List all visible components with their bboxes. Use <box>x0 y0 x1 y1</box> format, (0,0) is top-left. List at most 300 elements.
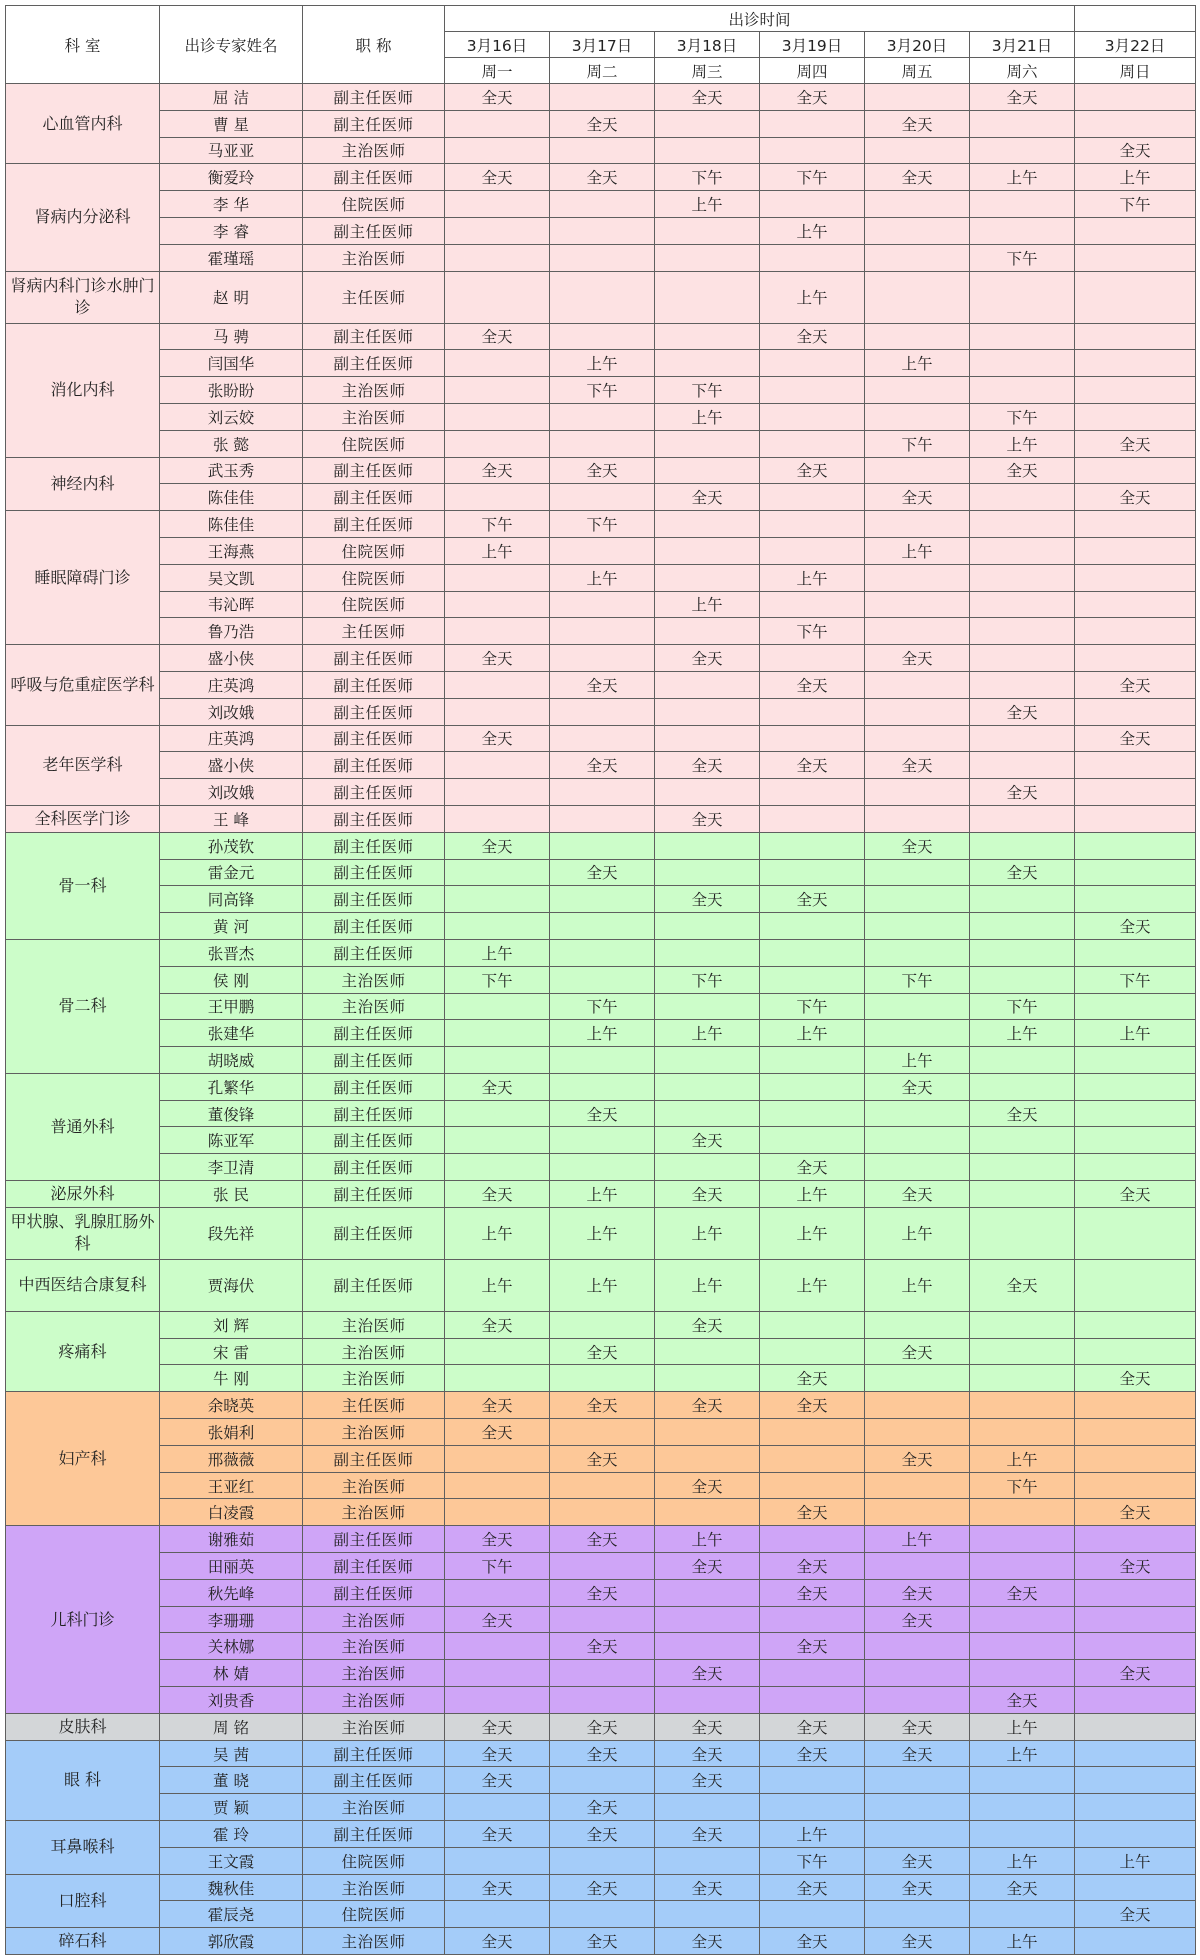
schedule-cell <box>445 1794 550 1821</box>
schedule-cell <box>445 1499 550 1526</box>
doctor-name-cell: 武玉秀 <box>160 457 303 484</box>
table-row <box>6 1181 1196 1208</box>
table-row <box>6 1526 1196 1553</box>
schedule-cell <box>445 1472 550 1499</box>
doctor-title-cell: 住院医师 <box>303 537 445 564</box>
doctor-title-cell: 副主任医师 <box>303 1553 445 1580</box>
schedule-cell <box>865 805 970 832</box>
doctor-title-cell: 副主任医师 <box>303 725 445 752</box>
schedule-cell <box>655 271 760 323</box>
doctor-title-cell: 副主任医师 <box>303 805 445 832</box>
schedule-cell <box>865 698 970 725</box>
table-row <box>6 1445 1196 1472</box>
schedule-cell: 上午 <box>760 217 865 244</box>
schedule-cell: 全天 <box>865 1338 970 1365</box>
schedule-cell <box>970 1553 1075 1580</box>
schedule-cell <box>970 1767 1075 1794</box>
schedule-cell <box>760 484 865 511</box>
doctor-title-cell: 副主任医师 <box>303 779 445 806</box>
schedule-cell: 下午 <box>655 377 760 404</box>
doctor-title-cell: 主治医师 <box>303 993 445 1020</box>
schedule-cell: 全天 <box>760 1874 865 1901</box>
table-row <box>6 1713 1196 1740</box>
schedule-cell <box>655 244 760 271</box>
header-date: 3月18日 <box>655 32 760 58</box>
schedule-cell <box>655 1606 760 1633</box>
schedule-cell: 全天 <box>550 1713 655 1740</box>
schedule-cell: 下午 <box>760 993 865 1020</box>
schedule-cell <box>865 1633 970 1660</box>
doctor-title-cell: 住院医师 <box>303 191 445 218</box>
doctor-name-cell: 孔繁华 <box>160 1073 303 1100</box>
schedule-cell <box>655 1365 760 1392</box>
schedule-cell <box>760 430 865 457</box>
table-row <box>6 886 1196 913</box>
doctor-title-cell: 副主任医师 <box>303 1073 445 1100</box>
schedule-cell <box>865 1127 970 1154</box>
schedule-cell: 全天 <box>445 1181 550 1208</box>
schedule-cell <box>865 1687 970 1714</box>
department-cell: 疼痛科 <box>6 1311 160 1391</box>
schedule-cell <box>865 1821 970 1848</box>
schedule-cell <box>1075 457 1196 484</box>
doctor-title-cell: 副主任医师 <box>303 1020 445 1047</box>
schedule-cell: 上午 <box>655 1526 760 1553</box>
schedule-cell <box>865 564 970 591</box>
schedule-cell <box>550 725 655 752</box>
schedule-cell <box>1075 564 1196 591</box>
schedule-cell: 全天 <box>1075 1365 1196 1392</box>
schedule-cell <box>865 377 970 404</box>
schedule-cell <box>970 191 1075 218</box>
schedule-cell <box>1075 1445 1196 1472</box>
schedule-cell: 全天 <box>865 1579 970 1606</box>
schedule-cell <box>1075 1472 1196 1499</box>
doctor-name-cell: 董 晓 <box>160 1767 303 1794</box>
doctor-name-cell: 秋先峰 <box>160 1579 303 1606</box>
table-row <box>6 779 1196 806</box>
header-title: 职 称 <box>303 6 445 84</box>
schedule-cell: 全天 <box>865 1928 970 1955</box>
table-row <box>6 1311 1196 1338</box>
schedule-cell <box>865 1660 970 1687</box>
schedule-cell: 全天 <box>445 1740 550 1767</box>
schedule-cell <box>550 484 655 511</box>
schedule-cell: 全天 <box>970 1874 1075 1901</box>
schedule-cell <box>550 939 655 966</box>
department-cell: 皮肤科 <box>6 1713 160 1740</box>
schedule-cell <box>445 618 550 645</box>
schedule-cell: 全天 <box>445 1874 550 1901</box>
schedule-cell: 全天 <box>760 457 865 484</box>
schedule-cell: 全天 <box>550 1445 655 1472</box>
doctor-title-cell: 副主任医师 <box>303 671 445 698</box>
schedule-cell <box>445 779 550 806</box>
schedule-cell: 全天 <box>445 1526 550 1553</box>
schedule-cell <box>865 1100 970 1127</box>
schedule-cell: 全天 <box>445 1606 550 1633</box>
schedule-cell <box>655 725 760 752</box>
doctor-name-cell: 侯 刚 <box>160 966 303 993</box>
department-cell: 神经内科 <box>6 457 160 511</box>
doctor-name-cell: 李 华 <box>160 191 303 218</box>
schedule-cell <box>970 1821 1075 1848</box>
schedule-cell: 全天 <box>970 457 1075 484</box>
table-row <box>6 1794 1196 1821</box>
schedule-cell <box>1075 1767 1196 1794</box>
doctor-name-cell: 关林娜 <box>160 1633 303 1660</box>
doctor-name-cell: 林 婧 <box>160 1660 303 1687</box>
schedule-cell: 全天 <box>970 1579 1075 1606</box>
schedule-cell: 全天 <box>445 1311 550 1338</box>
doctor-title-cell: 副主任医师 <box>303 1821 445 1848</box>
schedule-cell <box>970 966 1075 993</box>
schedule-cell: 全天 <box>1075 671 1196 698</box>
table-row <box>6 913 1196 940</box>
schedule-cell <box>655 1579 760 1606</box>
doctor-name-cell: 余晓英 <box>160 1392 303 1419</box>
schedule-cell <box>970 1181 1075 1208</box>
doctor-title-cell: 主治医师 <box>303 1687 445 1714</box>
schedule-cell <box>865 1553 970 1580</box>
schedule-cell <box>1075 1259 1196 1311</box>
table-row <box>6 511 1196 538</box>
schedule-cell <box>865 939 970 966</box>
schedule-cell <box>1075 1687 1196 1714</box>
doctor-name-cell: 张晋杰 <box>160 939 303 966</box>
doctor-name-cell: 刘贵香 <box>160 1687 303 1714</box>
schedule-cell <box>760 537 865 564</box>
department-cell: 心血管内科 <box>6 84 160 164</box>
schedule-cell <box>550 645 655 672</box>
schedule-cell: 上午 <box>550 564 655 591</box>
table-row <box>6 698 1196 725</box>
schedule-cell <box>655 137 760 164</box>
schedule-cell <box>1075 1073 1196 1100</box>
schedule-cell <box>445 1633 550 1660</box>
schedule-cell: 全天 <box>970 1100 1075 1127</box>
schedule-cell <box>970 1207 1075 1259</box>
department-cell: 肾病内分泌科 <box>6 164 160 271</box>
doctor-title-cell: 副主任医师 <box>303 110 445 137</box>
schedule-cell <box>760 110 865 137</box>
schedule-cell: 下午 <box>550 511 655 538</box>
schedule-cell: 下午 <box>445 1553 550 1580</box>
schedule-cell <box>445 271 550 323</box>
schedule-cell <box>655 1154 760 1181</box>
department-cell: 眼 科 <box>6 1740 160 1820</box>
schedule-cell <box>550 1687 655 1714</box>
schedule-cell <box>445 1445 550 1472</box>
doctor-name-cell: 庄英鸿 <box>160 671 303 698</box>
schedule-cell: 全天 <box>1075 484 1196 511</box>
schedule-cell <box>550 1553 655 1580</box>
doctor-name-cell: 黄 河 <box>160 913 303 940</box>
schedule-cell <box>550 1767 655 1794</box>
schedule-cell <box>760 1445 865 1472</box>
schedule-cell: 全天 <box>655 1767 760 1794</box>
schedule-cell: 上午 <box>865 1259 970 1311</box>
schedule-cell <box>1075 752 1196 779</box>
schedule-cell <box>865 191 970 218</box>
schedule-cell <box>550 403 655 430</box>
schedule-cell: 下午 <box>1075 191 1196 218</box>
schedule-cell: 全天 <box>550 1821 655 1848</box>
doctor-title-cell: 副主任医师 <box>303 859 445 886</box>
table-row <box>6 618 1196 645</box>
schedule-cell <box>655 618 760 645</box>
schedule-cell: 全天 <box>760 1740 865 1767</box>
schedule-cell: 上午 <box>865 350 970 377</box>
schedule-cell <box>970 1794 1075 1821</box>
schedule-cell: 上午 <box>760 271 865 323</box>
schedule-cell: 下午 <box>865 430 970 457</box>
schedule-cell <box>760 191 865 218</box>
doctor-name-cell: 张 民 <box>160 1181 303 1208</box>
schedule-cell: 上午 <box>970 1713 1075 1740</box>
schedule-cell <box>550 618 655 645</box>
schedule-cell <box>970 1901 1075 1928</box>
table-row <box>6 645 1196 672</box>
schedule-cell <box>445 1127 550 1154</box>
table-row <box>6 1419 1196 1446</box>
doctor-name-cell: 谢雅茹 <box>160 1526 303 1553</box>
schedule-cell <box>655 1047 760 1074</box>
schedule-cell: 上午 <box>760 564 865 591</box>
schedule-cell: 全天 <box>550 1794 655 1821</box>
schedule-cell: 下午 <box>760 1847 865 1874</box>
table-row <box>6 1660 1196 1687</box>
schedule-cell <box>445 1338 550 1365</box>
doctor-title-cell: 副主任医师 <box>303 832 445 859</box>
department-cell: 妇产科 <box>6 1392 160 1526</box>
department-cell: 骨一科 <box>6 832 160 939</box>
schedule-cell <box>865 217 970 244</box>
schedule-cell: 下午 <box>970 1472 1075 1499</box>
schedule-cell <box>655 217 760 244</box>
doctor-title-cell: 副主任医师 <box>303 457 445 484</box>
schedule-cell: 全天 <box>445 1419 550 1446</box>
doctor-name-cell: 盛小侠 <box>160 645 303 672</box>
schedule-cell: 全天 <box>760 1553 865 1580</box>
table-row <box>6 832 1196 859</box>
schedule-cell <box>865 1794 970 1821</box>
table-row <box>6 137 1196 164</box>
table-row <box>6 1392 1196 1419</box>
schedule-cell <box>970 110 1075 137</box>
schedule-cell <box>550 1127 655 1154</box>
schedule-cell: 下午 <box>970 403 1075 430</box>
schedule-cell <box>655 939 760 966</box>
schedule-cell: 全天 <box>760 323 865 350</box>
doctor-title-cell: 副主任医师 <box>303 913 445 940</box>
schedule-cell <box>1075 377 1196 404</box>
schedule-cell <box>1075 645 1196 672</box>
schedule-cell <box>550 271 655 323</box>
schedule-cell: 全天 <box>550 1928 655 1955</box>
schedule-cell <box>550 1847 655 1874</box>
schedule-cell <box>445 137 550 164</box>
schedule-cell: 全天 <box>970 698 1075 725</box>
schedule-cell <box>1075 323 1196 350</box>
schedule-cell <box>970 1154 1075 1181</box>
schedule-cell: 全天 <box>655 805 760 832</box>
schedule-cell <box>655 1100 760 1127</box>
schedule-cell: 全天 <box>760 84 865 111</box>
schedule-cell: 上午 <box>865 1047 970 1074</box>
doctor-name-cell: 白凌霞 <box>160 1499 303 1526</box>
schedule-cell: 全天 <box>445 645 550 672</box>
doctor-name-cell: 张盼盼 <box>160 377 303 404</box>
schedule-cell: 全天 <box>865 1847 970 1874</box>
doctor-title-cell: 主治医师 <box>303 1928 445 1955</box>
doctor-name-cell: 马亚亚 <box>160 137 303 164</box>
schedule-cell <box>865 137 970 164</box>
schedule-cell <box>445 1020 550 1047</box>
schedule-cell <box>445 886 550 913</box>
schedule-cell <box>1075 698 1196 725</box>
doctor-name-cell: 韦沁晖 <box>160 591 303 618</box>
header-date: 3月16日 <box>445 32 550 58</box>
doctor-name-cell: 胡晓威 <box>160 1047 303 1074</box>
schedule-cell <box>1075 1419 1196 1446</box>
header-dept: 科 室 <box>6 6 160 84</box>
schedule-cell <box>445 1579 550 1606</box>
schedule-cell: 全天 <box>760 1713 865 1740</box>
schedule-cell <box>550 966 655 993</box>
schedule-cell <box>1075 1713 1196 1740</box>
schedule-cell: 全天 <box>445 725 550 752</box>
schedule-cell <box>865 618 970 645</box>
schedule-cell: 上午 <box>970 164 1075 191</box>
schedule-cell: 下午 <box>550 377 655 404</box>
schedule-cell <box>1075 805 1196 832</box>
schedule-cell <box>865 1767 970 1794</box>
schedule-cell: 全天 <box>1075 1499 1196 1526</box>
schedule-cell: 上午 <box>550 1181 655 1208</box>
doctor-name-cell: 张建华 <box>160 1020 303 1047</box>
header-weekday: 周三 <box>655 58 760 84</box>
schedule-cell <box>445 591 550 618</box>
header-weekday: 周日 <box>1075 58 1196 84</box>
schedule-cell: 全天 <box>655 1181 760 1208</box>
doctor-name-cell: 李卫清 <box>160 1154 303 1181</box>
schedule-cell: 全天 <box>445 1713 550 1740</box>
schedule-cell <box>445 191 550 218</box>
schedule-cell: 全天 <box>445 832 550 859</box>
schedule-cell <box>865 1311 970 1338</box>
doctor-name-cell: 牛 刚 <box>160 1365 303 1392</box>
schedule-cell: 上午 <box>550 1207 655 1259</box>
doctor-title-cell: 主治医师 <box>303 1419 445 1446</box>
schedule-cell <box>1075 591 1196 618</box>
schedule-cell <box>1075 1633 1196 1660</box>
schedule-cell: 下午 <box>865 966 970 993</box>
schedule-cell <box>1075 1311 1196 1338</box>
table-row <box>6 591 1196 618</box>
header-weekday: 周二 <box>550 58 655 84</box>
schedule-cell <box>445 1047 550 1074</box>
schedule-cell: 上午 <box>760 1020 865 1047</box>
table-row <box>6 1553 1196 1580</box>
doctor-title-cell: 副主任医师 <box>303 1259 445 1311</box>
schedule-cell <box>550 832 655 859</box>
doctor-name-cell: 段先祥 <box>160 1207 303 1259</box>
schedule-cell: 上午 <box>970 1847 1075 1874</box>
doctor-name-cell: 吴文凯 <box>160 564 303 591</box>
schedule-cell <box>445 993 550 1020</box>
schedule-cell: 全天 <box>550 1100 655 1127</box>
schedule-cell <box>970 1392 1075 1419</box>
schedule-table <box>5 5 1196 1955</box>
schedule-cell: 全天 <box>445 84 550 111</box>
doctor-title-cell: 副主任医师 <box>303 1767 445 1794</box>
table-row <box>6 110 1196 137</box>
doctor-name-cell: 屈 洁 <box>160 84 303 111</box>
schedule-cell: 全天 <box>1075 137 1196 164</box>
schedule-cell <box>655 430 760 457</box>
doctor-name-cell: 刘改娥 <box>160 779 303 806</box>
schedule-cell <box>760 1047 865 1074</box>
header-date: 3月20日 <box>865 32 970 58</box>
doctor-title-cell: 住院医师 <box>303 1901 445 1928</box>
schedule-cell <box>445 403 550 430</box>
doctor-title-cell: 副主任医师 <box>303 350 445 377</box>
doctor-name-cell: 同高锋 <box>160 886 303 913</box>
table-row <box>6 1847 1196 1874</box>
schedule-cell <box>760 1127 865 1154</box>
table-row <box>6 1767 1196 1794</box>
schedule-cell: 全天 <box>865 645 970 672</box>
schedule-cell <box>550 1606 655 1633</box>
table-row <box>6 1606 1196 1633</box>
table-row <box>6 430 1196 457</box>
schedule-cell: 下午 <box>445 966 550 993</box>
doctor-name-cell: 陈亚军 <box>160 1127 303 1154</box>
schedule-cell <box>760 403 865 430</box>
schedule-cell: 全天 <box>445 457 550 484</box>
schedule-cell: 上午 <box>445 1259 550 1311</box>
schedule-cell <box>1075 84 1196 111</box>
schedule-cell <box>550 591 655 618</box>
doctor-name-cell: 庄英鸿 <box>160 725 303 752</box>
doctor-name-cell: 陈佳佳 <box>160 484 303 511</box>
schedule-cell <box>970 1073 1075 1100</box>
schedule-cell <box>970 591 1075 618</box>
doctor-name-cell: 王 峰 <box>160 805 303 832</box>
doctor-title-cell: 住院医师 <box>303 1847 445 1874</box>
schedule-cell <box>865 511 970 538</box>
schedule-cell <box>970 484 1075 511</box>
schedule-cell: 全天 <box>550 1740 655 1767</box>
doctor-title-cell: 副主任医师 <box>303 939 445 966</box>
header-time: 出诊时间 <box>445 6 1075 32</box>
schedule-cell <box>760 1526 865 1553</box>
table-row <box>6 164 1196 191</box>
schedule-cell <box>655 1073 760 1100</box>
schedule-cell <box>970 913 1075 940</box>
schedule-cell: 全天 <box>970 84 1075 111</box>
schedule-cell: 上午 <box>865 537 970 564</box>
doctor-name-cell: 李 睿 <box>160 217 303 244</box>
doctor-name-cell: 刘云姣 <box>160 403 303 430</box>
schedule-cell <box>865 1392 970 1419</box>
schedule-cell <box>445 913 550 940</box>
schedule-cell <box>760 1901 865 1928</box>
schedule-cell <box>970 564 1075 591</box>
schedule-cell <box>970 618 1075 645</box>
schedule-cell <box>1075 403 1196 430</box>
